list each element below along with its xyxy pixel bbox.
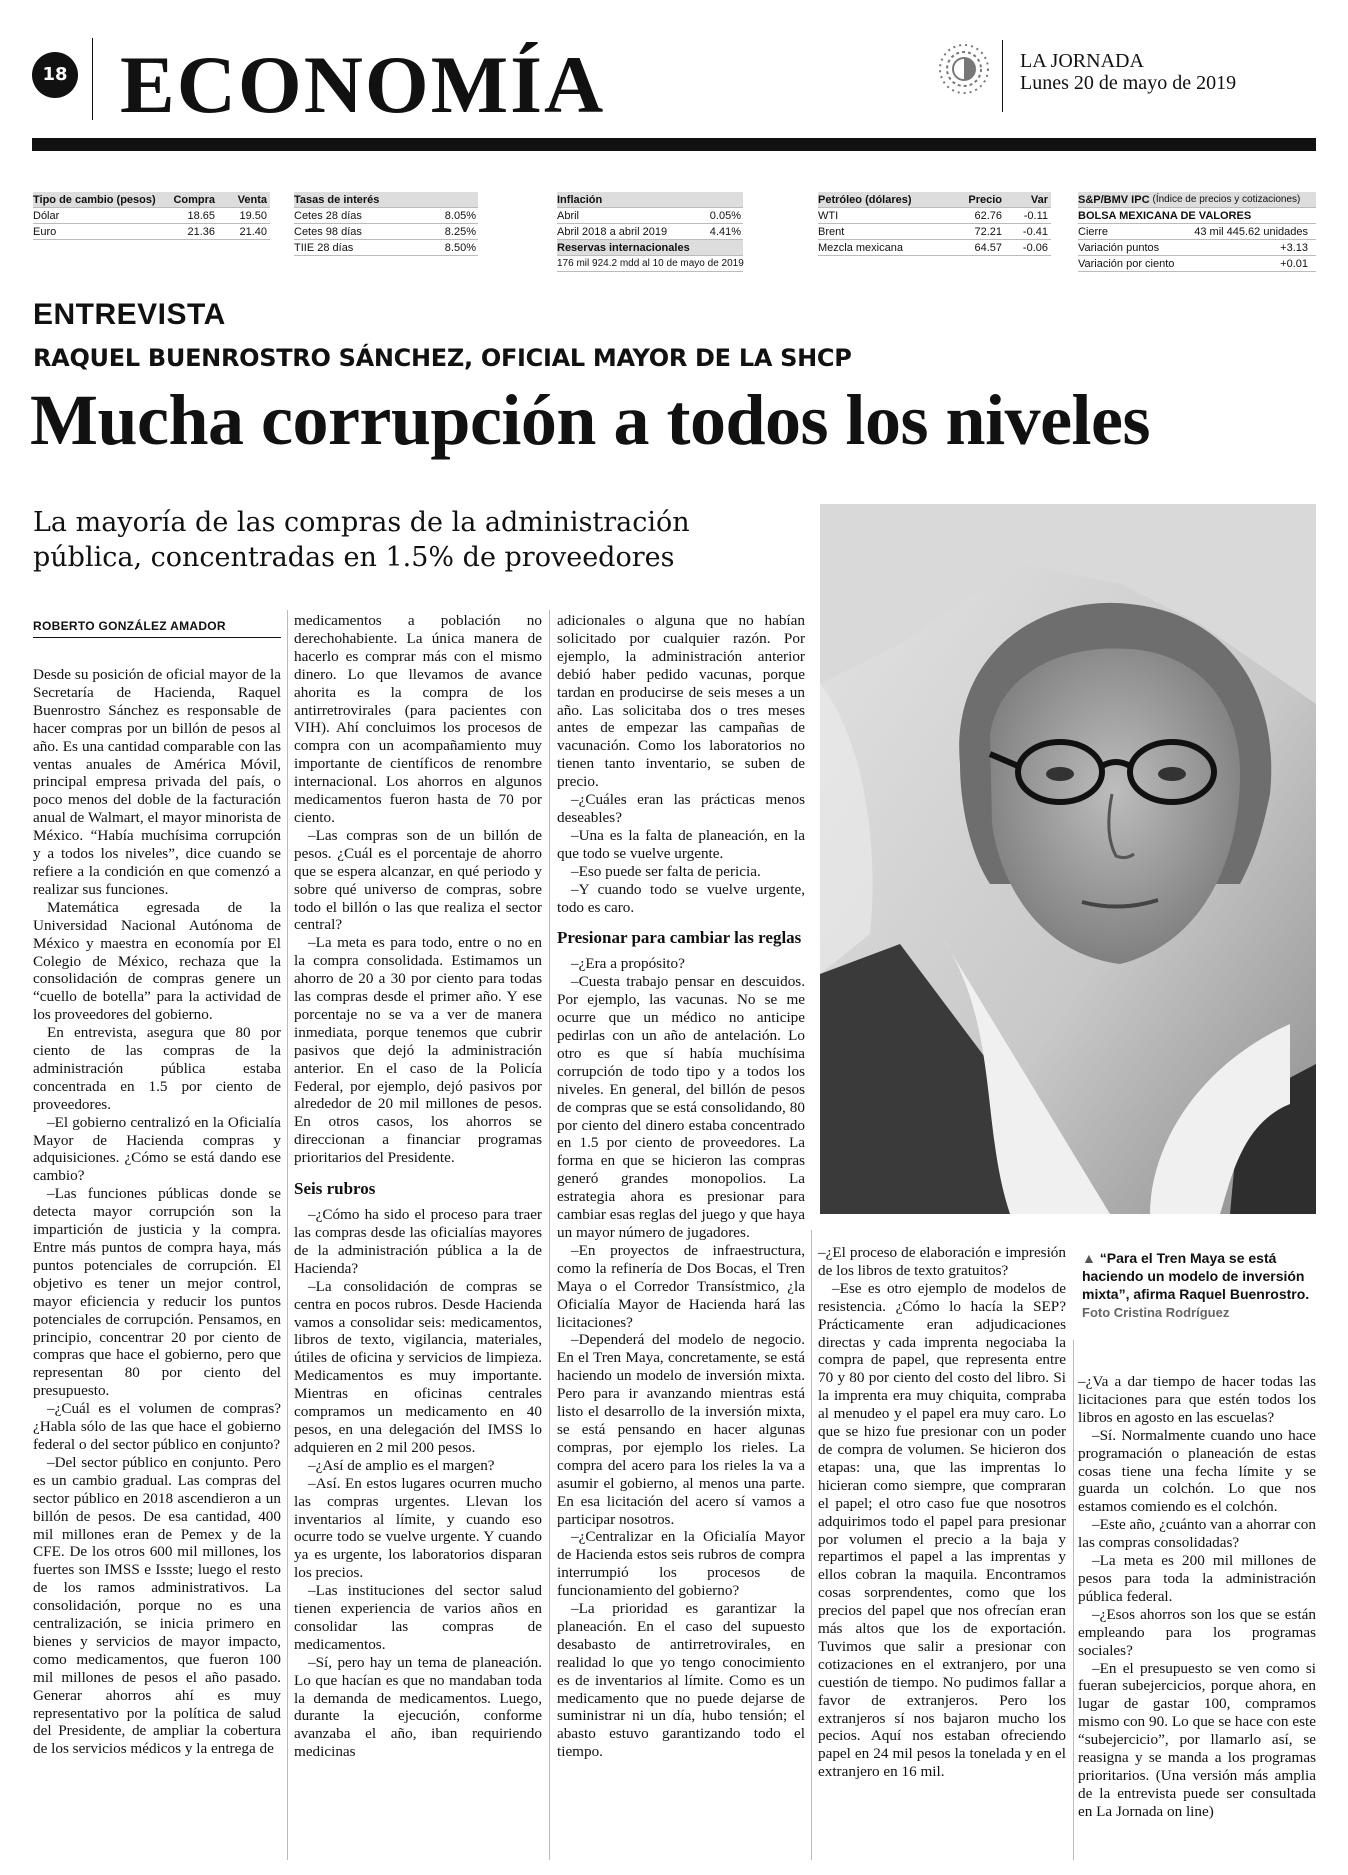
publication-info xyxy=(1020,50,1236,94)
table-cell: Variación por ciento xyxy=(1078,257,1175,270)
header-cell: Tipo de cambio (pesos) xyxy=(33,193,156,206)
table-row xyxy=(818,240,1051,256)
table-row xyxy=(557,208,743,224)
column-divider xyxy=(1073,1340,1074,1860)
table-cell: 8.25% xyxy=(444,225,476,238)
paragraph: Matemática egresada de la Universidad Nacional Autónoma de México y maestra en economía por El Colegio de México, rechaza que la consolidación de compras genere un “cuello de botella” para la actividad de los proveedores del gobierno. xyxy=(33,898,281,1024)
paragraph: –Este año, ¿cuánto van a ahorrar con las compras consolidadas? xyxy=(1078,1516,1316,1552)
table-header xyxy=(33,192,270,208)
article-column-3 xyxy=(557,612,805,1761)
table-row xyxy=(1078,240,1316,256)
page-number: 18 xyxy=(32,52,78,98)
table-cell: Abril xyxy=(557,209,580,222)
paragraph: –La meta es 200 mil millones de pesos para toda la administración pública federal. xyxy=(1078,1552,1316,1605)
table-cell: 64.57 xyxy=(974,241,1002,254)
header-cell: Compra xyxy=(173,193,215,206)
paragraph: –Las funciones públicas donde se detecta mayor corrupción son la impartición de justicia y la compra. Entre más puntos de compra haya, más puntos potenciales de corrupción. El objetivo es tener un mejor control, mayor eficiencia y reducir los puntos potenciales de corrupción. Pensamos, en principio, concentrar 20 por ciento de compras que hace el gobierno, pero que representan 80 por ciento del presupuesto. xyxy=(33,1185,281,1400)
paragraph: –La consolidación de compras se centra en pocos rubros. Desde Hacienda vamos a consolidar seis: medicamentos, libros de texto, vigilancia, materiales, útiles de oficina y servicios de limpieza. Medicamentos es muy importante. Mientras en oficinas centrales compramos un medicamento en 40 pesos, en una delegación del IMSS lo adquieren en 2 mil 200 pesos. xyxy=(294,1277,542,1456)
interest-rate-table xyxy=(294,192,478,256)
header-cell: S&P/BMV IPC xyxy=(1078,193,1150,206)
table-header xyxy=(818,192,1051,208)
paragraph: –Sí, pero hay un tema de planeación. Lo que hacían es que no mandaban toda la demanda de medicamentos. Luego, durante la ejecución, conforme avanzaba el año, iban requiriendo medicinas xyxy=(294,1653,542,1761)
paragraph: –Ese es otro ejemplo de modelos de resistencia. ¿Cómo lo hacía la SEP? Prácticamente eran adjudicaciones directas y cada imprenta negociaba la compra de papel, que representa entre 70 y 80 por ciento del costo del libro. Si la imprenta era muy chiquita, compraba al menudeo y el papel era muy caro. Lo que se hizo fue presionar con un poder de compra de volumen. Se hicieron dos etapas: una, que las imprentas lo hicieran como siempre, que compraran el papel; el otro caso fue que nosotros adquirimos todo el papel para presionar por volumen el precio a la baja y repartimos el papel a las imprentas y ellos cobran la maquila. Encontramos cosas sorprendentes, como que los precios del papel que nos ofrecían eran más altos que los de exportación. Tuvimos que salir a presionar con cotizaciones en el extranjero, por una cuestión de tiempo. No pudimos fallar a favor de extranjeros. Pero los extranjeros sí nos bajaron mucho los pecios. Aquí nos estaban ofreciendo papel en 24 mil pesos la tonelada y en el extranjero en 16 mil. xyxy=(818,1279,1066,1781)
article-subhead: RAQUEL BUENROSTRO SÁNCHEZ, OFICIAL MAYOR DE LA SHCP xyxy=(33,344,852,372)
paragraph: –Así. En estos lugares ocurren mucho las compras urgentes. Llevan los inventarios al límite, y cuando eso ocurre todo se vuelve urgente. Y cuando ya es urgente, los laboratorios disparan los precios. xyxy=(294,1474,542,1582)
oil-price-table xyxy=(818,192,1051,256)
paragraph: –¿Era a propósito? xyxy=(571,955,685,973)
header-cell: Petróleo (dólares) xyxy=(818,193,912,206)
table-cell: 72.21 xyxy=(974,225,1002,238)
header-note: (Índice de precios y cotizaciones) xyxy=(1152,193,1301,205)
table-cell: Cierre xyxy=(1078,225,1108,238)
table-cell: +0.01 xyxy=(1280,257,1308,270)
table-row xyxy=(818,224,1051,240)
paragraph: –En el presupuesto se ven como si fueran subejercicios, porque ahora, en lugar de gastar 100, compramos mismo con 90. Lo que se hace con este “subejercicio”, por llamarlo así, se reasigna y se manda a los programas prioritarios. (Una versión más amplia de la entrevista puede ser consultada en La Jornada on line) xyxy=(1078,1659,1316,1820)
header-cell: Venta xyxy=(237,193,267,206)
paragraph: –La meta es para todo, entre o no en la compra consolidada. Estimamos un ahorro de 20 a 30 por ciento para todas las compras desde el primer año. Y ese porcentaje no se va a ver de manera inmediata, porque tenemos que cubrir pasivos que dejó la administración anterior. En el caso de la Policía Federal, por ejemplo, dejó pasivos por alrededor de 20 mil millones de pesos. En otros casos, los ahorros se direccionan a financiar programas prioritarios del Presidente. xyxy=(294,934,542,1167)
exchange-rate-table xyxy=(33,192,270,240)
section-subheading: Presionar para cambiar las reglas xyxy=(557,928,802,948)
paragraph: –Del sector público en conjunto. Pero es un cambio gradual. Las compras del sector público en 2018 ascendieron a un billón de pesos. De esa cantidad, 400 mil millones eran de Pemex y de la CFE. De los otros 600 mil millones, los fuertes son IMSS e Issste; luego el resto de los ramos administrativos. La consolidación, porque no es una centralización, se inicia primero en bienes y servicios de mayor impacto, como medicamentos, que fueron 100 mil millones de pesos el año pasado. Generar ahorros ahí es muy representativo por la política de salud del Presidente, de ampliar la cobertura de los servicios médicos y la entrega de xyxy=(33,1453,281,1758)
table-cell: Cetes 28 días xyxy=(294,209,362,222)
publication-date: Lunes 20 de mayo de 2019 xyxy=(1020,72,1237,94)
table-cell: 0.05% xyxy=(709,209,741,222)
paragraph: –Una es la falta de planeación, en la que todo se vuelve urgente. xyxy=(557,826,805,862)
header-bar xyxy=(32,138,1316,151)
table-row xyxy=(818,208,1051,224)
paragraph: –¿Centralizar en la Oficialía Mayor de Hacienda estos seis rubros de compra interrumpió los procesos de funcionamiento del gobierno? xyxy=(557,1528,805,1600)
photo-caption xyxy=(1082,1249,1322,1303)
article-headline: Mucha corrupción a todos los niveles xyxy=(30,380,1151,460)
table-row xyxy=(557,224,743,240)
table-row xyxy=(1078,256,1316,272)
article-column-5 xyxy=(1078,1373,1316,1821)
table-cell: TIIE 28 días xyxy=(294,241,354,254)
column-divider xyxy=(549,610,550,1860)
stock-index-table xyxy=(1078,192,1316,272)
table-cell: 21.40 xyxy=(239,225,267,238)
table-row xyxy=(1078,224,1316,240)
table-row xyxy=(294,208,478,224)
paragraph: –Sí. Normalmente cuando uno hace programación o planeación de estas cosas tiene una fecha límite y se guarda un colchón. Lo que nos estamos comiendo es el colchón. xyxy=(1078,1426,1316,1516)
paragraph: –¿Cuál es el volumen de compras? ¿Habla sólo de las que hace el gobierno federal o del sector público en conjunto? xyxy=(33,1400,281,1453)
table-cell: Brent xyxy=(818,225,845,238)
paragraph: –Las compras son de un billón de pesos. ¿Cuál es el porcentaje de ahorro que se espera alcanzar, en qué periodo y sobre qué universo de compras, sobre todo el billón o las que realiza el sector central? xyxy=(294,826,542,934)
article-column-1 xyxy=(33,666,281,1758)
table-cell: WTI xyxy=(818,209,839,222)
triangle-up-icon: ▲ xyxy=(1082,1250,1100,1266)
paragraph: –¿El proceso de elaboración e impresión de los libros de texto gratuitos? xyxy=(818,1244,1066,1279)
section-subheading: Seis rubros xyxy=(294,1179,376,1199)
column-divider xyxy=(287,610,288,1860)
article-column-4 xyxy=(818,1244,1066,1781)
table-cell: Variación puntos xyxy=(1078,241,1160,254)
paragraph: –¿Así de amplio es el margen? xyxy=(308,1456,495,1474)
table-row xyxy=(294,240,478,256)
paragraph: –¿Cuáles eran las prácticas menos deseables? xyxy=(557,791,805,826)
table-cell: -0.11 xyxy=(1023,209,1048,222)
paragraph: –Cuesta trabajo pensar en descuidos. Por ejemplo, las vacunas. No se me ocurre que un médico no anticipe pedirlas con un año de antelación. Lo otro es que sí había muchísima corrupción de todo tipo y a todos los niveles. En general, del billón de pesos de compras que se está consolidando, 80 por ciento del dinero estaba concentrado en 1.5 por ciento de proveedores. La forma en que se hicieron las compras generó grandes monopolios. La estrategia ahora es presionar para cambiar esas reglas del juego y que haya un mayor número de jugadores. xyxy=(557,973,805,1241)
masthead-divider-right xyxy=(1002,40,1003,112)
table-header xyxy=(1078,192,1316,208)
paragraph: –Y cuando todo se vuelve urgente, todo es caro. xyxy=(557,880,805,916)
sun-logo-icon xyxy=(935,40,993,98)
header-cell: Var xyxy=(1030,193,1048,206)
table-cell: +3.13 xyxy=(1280,241,1308,254)
caption-text: “Para el Tren Maya se está haciendo un modelo de inversión mixta”, afirma Raquel Buenrostro. xyxy=(1082,1250,1310,1302)
table-cell: Abril 2018 a abril 2019 xyxy=(557,225,668,238)
table-header xyxy=(557,240,743,256)
header-cell: Precio xyxy=(968,193,1002,206)
paragraph: Desde su posición de oficial mayor de la Secretaría de Hacienda, Raquel Buenrostro Sánchez es responsable de hacer compras por un billón de pesos al año. Es una cantidad comparable con las ventas anuales de América Móvil, principal empresa privada del país, o poco menos del doble de la facturación anual de Walmart, el mayor minorista de México. “Había muchísima corrupción y a todos los niveles”, dice cuando se refiere a la condición en que comenzó a realizar sus funciones. xyxy=(33,666,281,898)
masthead-divider xyxy=(92,38,93,120)
header-cell: Tasas de interés xyxy=(294,193,380,206)
table-header xyxy=(294,192,478,208)
table-header xyxy=(557,192,743,208)
inflation-table xyxy=(557,192,743,272)
table-row xyxy=(33,208,270,224)
table-cell: Dólar xyxy=(33,209,60,222)
paragraph: –Dependerá del modelo de negocio. En el Tren Maya, concretamente, se está haciendo un modelo de inversión mixta. Pero para ir avanzando mientras está listo el desarrollo de la inversión mixta, se está pensando en hacer algunas compras, por ejemplo los rieles. La compra del acero para los rieles la va a asumir el gobierno, al menos una parte. En esa licitación del acero sí vamos a participar nosotros. xyxy=(557,1331,805,1528)
table-cell: Euro xyxy=(33,225,57,238)
table-cell: 19.50 xyxy=(239,209,267,222)
table-cell: 8.50% xyxy=(444,241,476,254)
table-row xyxy=(294,224,478,240)
paragraph: –¿Cómo ha sido el proceso para traer las compras desde las oficialías mayores de la administración pública a la de Hacienda? xyxy=(294,1206,542,1277)
paragraph: –¿Esos ahorros son los que se están empleando para los programas sociales? xyxy=(1078,1605,1316,1659)
article-deck: La mayoría de las compras de la administración pública, concentradas en 1.5% de proveedores xyxy=(33,507,690,573)
header-cell: Inflación xyxy=(557,193,603,206)
paragraph: –La prioridad es garantizar la planeación. En el caso del supuesto desabasto de antirretrovirales, en realidad lo que yo tengo conocimiento es de inventarios al límite. Como es un medicamento que no puede dejarse de suministrar ni un día, hubo tensión; el abasto estuvo garantizando todo el tiempo. xyxy=(557,1600,805,1761)
table-cell: 176 mil 924.2 mdd al 10 de mayo de 2019 xyxy=(557,257,744,269)
table-cell: 43 mil 445.62 unidades xyxy=(1194,225,1308,238)
article-byline: ROBERTO GONZÁLEZ AMADOR xyxy=(33,619,281,638)
paragraph: medicamentos a población no derechohabiente. La única manera de hacerlo es comprar más con el mismo dinero. Lo que llevamos de avance ahorita es la compra de los antirretrovirales (para pacientes con VIH). Ahí concluimos los procesos de compra con un acompañamiento muy importante de científicos de renombre internacional. Los ahorros en algunos medicamentos fueron hasta de 70 por ciento. xyxy=(294,612,542,826)
portrait-photo xyxy=(820,504,1316,1214)
table-cell: 62.76 xyxy=(974,209,1002,222)
article-kicker: ENTREVISTA xyxy=(33,298,226,331)
publication-name: LA JORNADA xyxy=(1020,50,1144,72)
table-cell: Mezcla mexicana xyxy=(818,241,903,254)
table-cell: -0.41 xyxy=(1022,225,1048,238)
paragraph: –Eso puede ser falta de pericia. xyxy=(571,862,761,880)
paragraph: –¿Va a dar tiempo de hacer todas las licitaciones para que estén todos los libros en agosto en las escuelas? xyxy=(1078,1373,1316,1426)
table-subheader xyxy=(1078,208,1316,224)
paragraph: –El gobierno centralizó en la Oficialía Mayor de Hacienda compras y adquisiciones. ¿Cómo se está dando ese cambio? xyxy=(33,1113,281,1185)
header-cell: Reservas internacionales xyxy=(557,241,690,254)
table-cell: 18.65 xyxy=(187,209,215,222)
section-title: ECONOMÍA xyxy=(120,39,606,130)
column-divider xyxy=(811,1230,812,1860)
paragraph: –Las instituciones del sector salud tienen experiencia de varios años en consolidar las compras de medicamentos. xyxy=(294,1582,542,1653)
paragraph: En entrevista, asegura que 80 por ciento de las compras de la administración pública estaba concentrada en 1.5 por ciento de proveedores. xyxy=(33,1024,281,1113)
paragraph: adicionales o alguna que no habían solicitado por cualquier razón. Por ejemplo, la administración anterior debió haber pedido vacunas, porque tardan en producirse de seis meses a un año. Las solicitaba dos o tres meses antes de empezar las campañas de vacunación. Como los laboratorios no tienen tanto inventario, se suben de precio. xyxy=(557,612,805,791)
table-cell: 4.41% xyxy=(709,225,741,238)
table-cell: 8.05% xyxy=(444,209,476,222)
header-cell: BOLSA MEXICANA DE VALORES xyxy=(1078,209,1252,222)
table-cell: -0.06 xyxy=(1022,241,1048,254)
paragraph: –En proyectos de infraestructura, como la refinería de Dos Bocas, el Tren Maya o el Corredor Transístmico, ¿la Oficialía Mayor de Hacienda hará las licitaciones? xyxy=(557,1241,805,1331)
table-cell: Cetes 98 días xyxy=(294,225,362,238)
table-row xyxy=(557,256,743,272)
photo-credit: Foto Cristina Rodríguez xyxy=(1082,1305,1230,1320)
article-column-2 xyxy=(294,612,542,1761)
table-row xyxy=(33,224,270,240)
table-cell: 21.36 xyxy=(187,225,215,238)
